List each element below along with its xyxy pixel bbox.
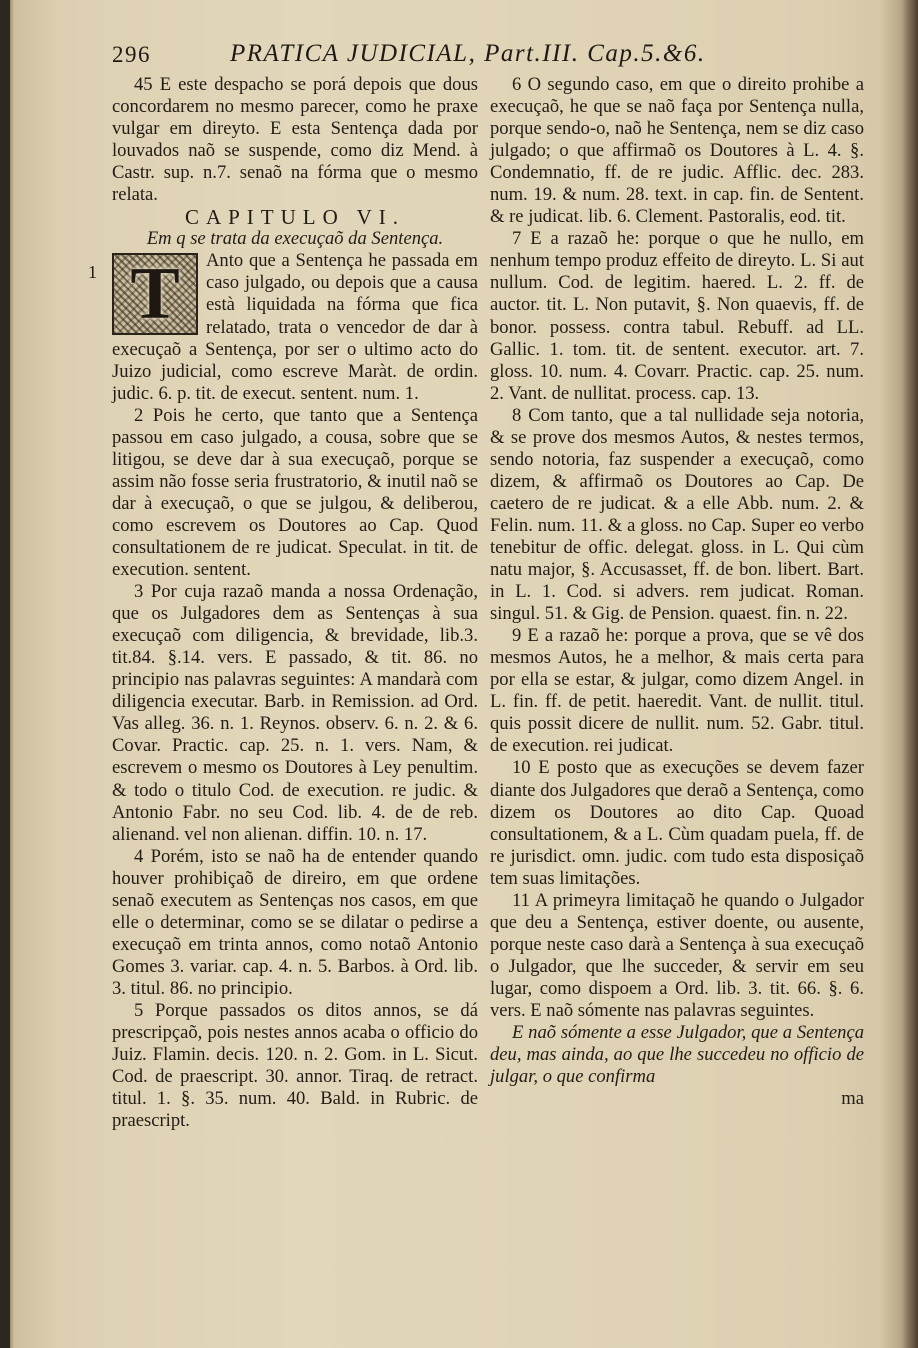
book-gutter: [0, 0, 10, 1348]
paragraph-7: 7 E a razaõ he: porque o que he nullo, em nenhum tempo produz effeito de direyto. L. Si aut nullum. Cod. de legitim. haered. L. 2. ff. de auctor. tit. L. Non putavit, §. Non quaevis, ff. de bonor. possess. contra tabul. Rebuff. ad LL. Gallic. 1. tom. tit. de sentent. executor. art. 7. gloss. 10. num. 4. Covarr. Practic. cap. 25. num. 2. Vant. de nullitat. process. cap. 13.: [490, 228, 864, 404]
paragraph-5: 5 Porque passados os ditos annos, se dá prescripçaõ, pois nestes annos acaba o officio do Juiz. Flamin. decis. 120. n. 2. Gom. in L. Sicut. Cod. de praescript. 30. annor. Tiraq. de retract. titul. 1. §. 35. num. 40. Bald. in Rubric. de praescript.: [112, 999, 478, 1132]
chapter-subtitle: Em q se trata da execuçaõ da Sentença.: [146, 228, 444, 250]
catchword: ma: [841, 1088, 864, 1110]
left-column: [112, 74, 478, 1132]
right-column: [490, 74, 864, 1110]
paragraph-6: 6 O segundo caso, em que o direito prohibe a execuçaõ, he que se naõ faça por Sentença nulla, porque sendo-o, naõ he Sentença, nem se diz caso julgado; o que affirmaõ os Doutores à L. 4. §. Condemnatio, ff. de re judic. Afflic. dec. 283. num. 19. & num. 28. text. in cap. fin. de Sentent. & re judicat. lib. 6. Clement. Pastoralis, eod. tit.: [490, 74, 864, 228]
paragraph-3: 3 Por cuja razaõ manda a nossa Ordenação, que os Julgadores dem as Sentenças à sua execuçaõ com diligencia, & brevidade, lib.3. tit.84. §.14. vers. E passado, & tit. 86. no principio nas palavras seguintes: A mandarà com diligencia executar. Barb. in Remission. ad Ord. Vas alleg. 36. n. 1. Reynos. observ. 6. n. 2. & 6. Covar. Practic. cap. 25. n. 1. vers. Nam, & escrevem o mesmo os Doutores à Ley penultim. & todo o titulo Cod. de execution. re judic. & Antonio Fabr. no seu Cod. lib. 4. de de reb. alienand. vel non alienan. diffin. 10. n. 17.: [112, 581, 478, 845]
paragraph-4: 4 Porém, isto se naõ ha de entender quando houver prohibiçaõ de direiro, em que ordene senaõ executem as Sentenças nos casos, em que elle o determinar, como se se dilatar o pedirse a execuçaõ em trinta annos, como notaõ Antonio Gomes 3. variar. cap. 4. n. 5. Barbos. à Ord. lib. 3. titul. 86. no principio.: [112, 845, 478, 999]
paragraph-1: [112, 250, 478, 404]
paragraph-10: 10 E posto que as execuções se devem fazer diante dos Julgadores que deraõ a Sentença, como dizem os Doutores ao dito Cap. Quoad consultationem, & a L. Cùm quadam puela, ff. de re jurisdict. omn. judic. com tudo esta disposiçaõ tem suas limitações.: [490, 757, 864, 889]
drop-cap-letter: T: [130, 253, 180, 336]
page-edge-shadow: [902, 0, 918, 1348]
chapter-title: CAPITULO VI.: [184, 205, 406, 230]
paragraph-11: 11 A primeyra limitaçaõ he quando o Julgador que deu a Sentença, estiver doente, ou ausente, porque neste caso darà a Sentença à sua execuçaõ o Julgador, que lhe succeder, & servir em seu lugar, como dispoem a Ord. lib. 3. tit. 66. §. 6. vers. E naõ sómente nas palavras seguintes.: [490, 889, 864, 1021]
decorated-initial: [112, 253, 198, 335]
running-title: PRATICA JUDICIAL, Part.III. Cap.5.&6.: [230, 40, 706, 67]
marginal-number-1: 1: [88, 262, 97, 282]
quotation: E naõ sómente a esse Julgador, que a Sentença deu, mas ainda, ao que lhe succedeu no officio de julgar, o que confirma: [490, 1022, 864, 1088]
paragraph-45: 45 E este despacho se porá depois que dous concordarem no mesmo parecer, como he praxe vulgar em direyto. E esta Sentença dada por louvados naõ se suspende, como diz Mend. à Castr. sup. n.7. senaõ na fórma que o mesmo relata.: [112, 74, 478, 206]
paragraph-8: 8 Com tanto, que a tal nullidade seja notoria, & se prove dos mesmos Autos, & nestes termos, sendo notoria, faz suspender a execuçaõ, como dizem, & affirmaõ os Doutores ao Cap. De caetero de re judicat. & a elle Abb. num. 2. & Felin. num. 11. & a gloss. no Cap. Super eo verbo tenebitur de offic. delegat. gloss. in L. Qui cùm natu major, §. Accusasset, ff. de bon. libert. Bart. in L. 1. Cod. si advers. rem judicat. Roman. singul. 51. & Gig. de Pension. quaest. fin. n. 22.: [490, 404, 864, 625]
running-header: [112, 38, 872, 72]
paragraph-9: 9 E a razaõ he: porque a prova, que se vê dos mesmos Autos, he a melhor, & mais certa para por ella se estar, & julgar, como dizem Angel. in L. fin. ff. de petit. haeredit. Vant. de nullit. titul. quis possit dicere de nullit. num. 52. Gabr. titul. de execution. rei judicat.: [490, 625, 864, 757]
paragraph-2: 2 Pois he certo, que tanto que a Sentença passou em caso julgado, a cousa, sobre que se litigou, se deve dar à sua execuçaõ, porque se assim não fosse seria frustratorio, & inutil naõ se dar à execuçaõ, o que se julgou, & deliberou, como escrevem os Doutores ao Cap. Quod consultationem de re judicat. Speculat. in tit. de execution. sentent.: [112, 404, 478, 581]
paragraph-1-text: Anto que a Sentença he passada em caso julgado, ou depois que a causa està liquidada na fórma que fica relatado, trata o vencedor de dar à execuçaõ a Sentença, por ser o ultimo acto do Juizo judicial, como escreve Maràt. de ordin. judic. 6. p. tit. de execut. sentent. num. 1.: [112, 250, 478, 404]
page-number: 296: [112, 42, 151, 67]
